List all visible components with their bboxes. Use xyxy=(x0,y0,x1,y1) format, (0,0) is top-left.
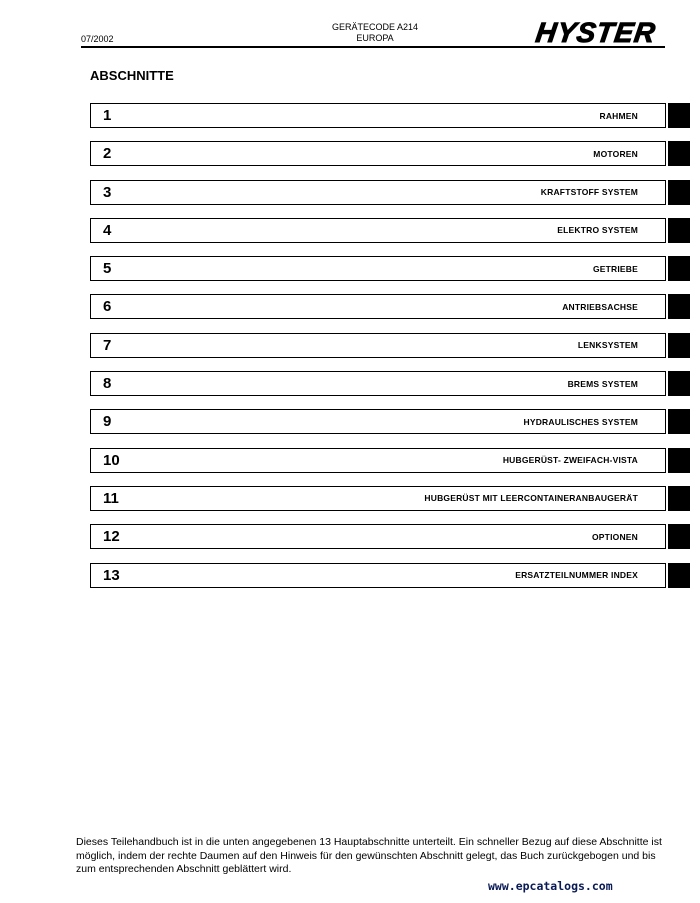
section-row[interactable] xyxy=(90,294,666,319)
section-label: ANTRIEBSACHSE xyxy=(562,301,638,312)
section-number: 11 xyxy=(103,489,119,507)
section-label: ELEKTRO SYSTEM xyxy=(557,225,638,236)
section-label: BREMS SYSTEM xyxy=(567,378,638,389)
thumb-index-tab[interactable] xyxy=(668,409,690,434)
section-number: 12 xyxy=(103,528,120,546)
thumb-index-tab[interactable] xyxy=(668,448,690,473)
section-number: 13 xyxy=(103,566,120,584)
header-date: 07/2002 xyxy=(81,34,114,44)
section-row[interactable] xyxy=(90,256,666,281)
thumb-index-tab[interactable] xyxy=(668,103,690,128)
thumb-index-tab[interactable] xyxy=(668,294,690,319)
header-divider xyxy=(81,46,665,48)
section-label: HYDRAULISCHES SYSTEM xyxy=(523,416,638,427)
footer-note: Dieses Teilehandbuch ist in die unten angegebenen 13 Hauptabschnitte unterteilt. Ein schneller Bezug auf diese Abschnitte ist möglich, indem der rechte Daumen auf den Hinweis für den gewünschten Abschnitt gelegt, das Buch zurückgebogen und bis zum entsprechenden Abschnitt geblättert wird. xyxy=(76,836,662,875)
section-number: 2 xyxy=(103,145,112,163)
section-label: OPTIONEN xyxy=(592,531,638,542)
section-row[interactable] xyxy=(90,524,666,549)
page-title: ABSCHNITTE xyxy=(90,68,174,83)
section-number: 1 xyxy=(103,107,112,124)
section-number: 8 xyxy=(103,375,112,393)
section-number: 9 xyxy=(103,413,112,431)
region: EUROPA xyxy=(356,33,394,43)
section-number: 6 xyxy=(103,298,112,316)
section-row[interactable] xyxy=(90,180,666,205)
section-number: 5 xyxy=(103,260,112,278)
section-row[interactable] xyxy=(90,409,666,434)
header-equipment-code xyxy=(295,22,455,44)
thumb-index-tab[interactable] xyxy=(668,218,690,243)
hyster-logo: HYSTER xyxy=(533,17,658,48)
section-number: 7 xyxy=(103,336,112,354)
thumb-index-tab[interactable] xyxy=(668,524,690,549)
section-row[interactable] xyxy=(90,103,666,128)
thumb-index-tab[interactable] xyxy=(668,563,690,588)
watermark-url: www.epcatalogs.com xyxy=(488,879,613,893)
thumb-index-tab[interactable] xyxy=(668,180,690,205)
section-label: RAHMEN xyxy=(599,110,638,121)
section-number: 4 xyxy=(103,221,112,239)
section-label: HUBGERÜST MIT LEERCONTAINERANBAUGERÄT xyxy=(424,493,638,504)
equipment-code: GERÄTECODE A214 xyxy=(331,22,419,32)
section-label: KRAFTSTOFF SYSTEM xyxy=(540,187,638,198)
section-label: MOTOREN xyxy=(593,148,638,159)
section-row[interactable] xyxy=(90,141,666,166)
section-label: HUBGERÜST- ZWEIFACH-VISTA xyxy=(502,455,638,466)
section-label: GETRIEBE xyxy=(592,263,638,274)
section-row[interactable] xyxy=(90,448,666,473)
section-label: LENKSYSTEM xyxy=(577,340,638,351)
section-row[interactable] xyxy=(90,563,666,588)
section-row[interactable] xyxy=(90,218,666,243)
section-row[interactable] xyxy=(90,371,666,396)
section-number: 3 xyxy=(103,183,112,201)
thumb-index-tab[interactable] xyxy=(668,256,690,281)
thumb-index-tab[interactable] xyxy=(668,486,690,511)
section-row[interactable] xyxy=(90,486,666,511)
section-row[interactable] xyxy=(90,333,666,358)
thumb-index-tab[interactable] xyxy=(668,371,690,396)
section-label: ERSATZTEILNUMMER INDEX xyxy=(515,570,638,581)
thumb-index-tab[interactable] xyxy=(668,333,690,358)
thumb-index-tab[interactable] xyxy=(668,141,690,166)
section-list xyxy=(90,103,666,601)
section-number: 10 xyxy=(103,451,120,469)
